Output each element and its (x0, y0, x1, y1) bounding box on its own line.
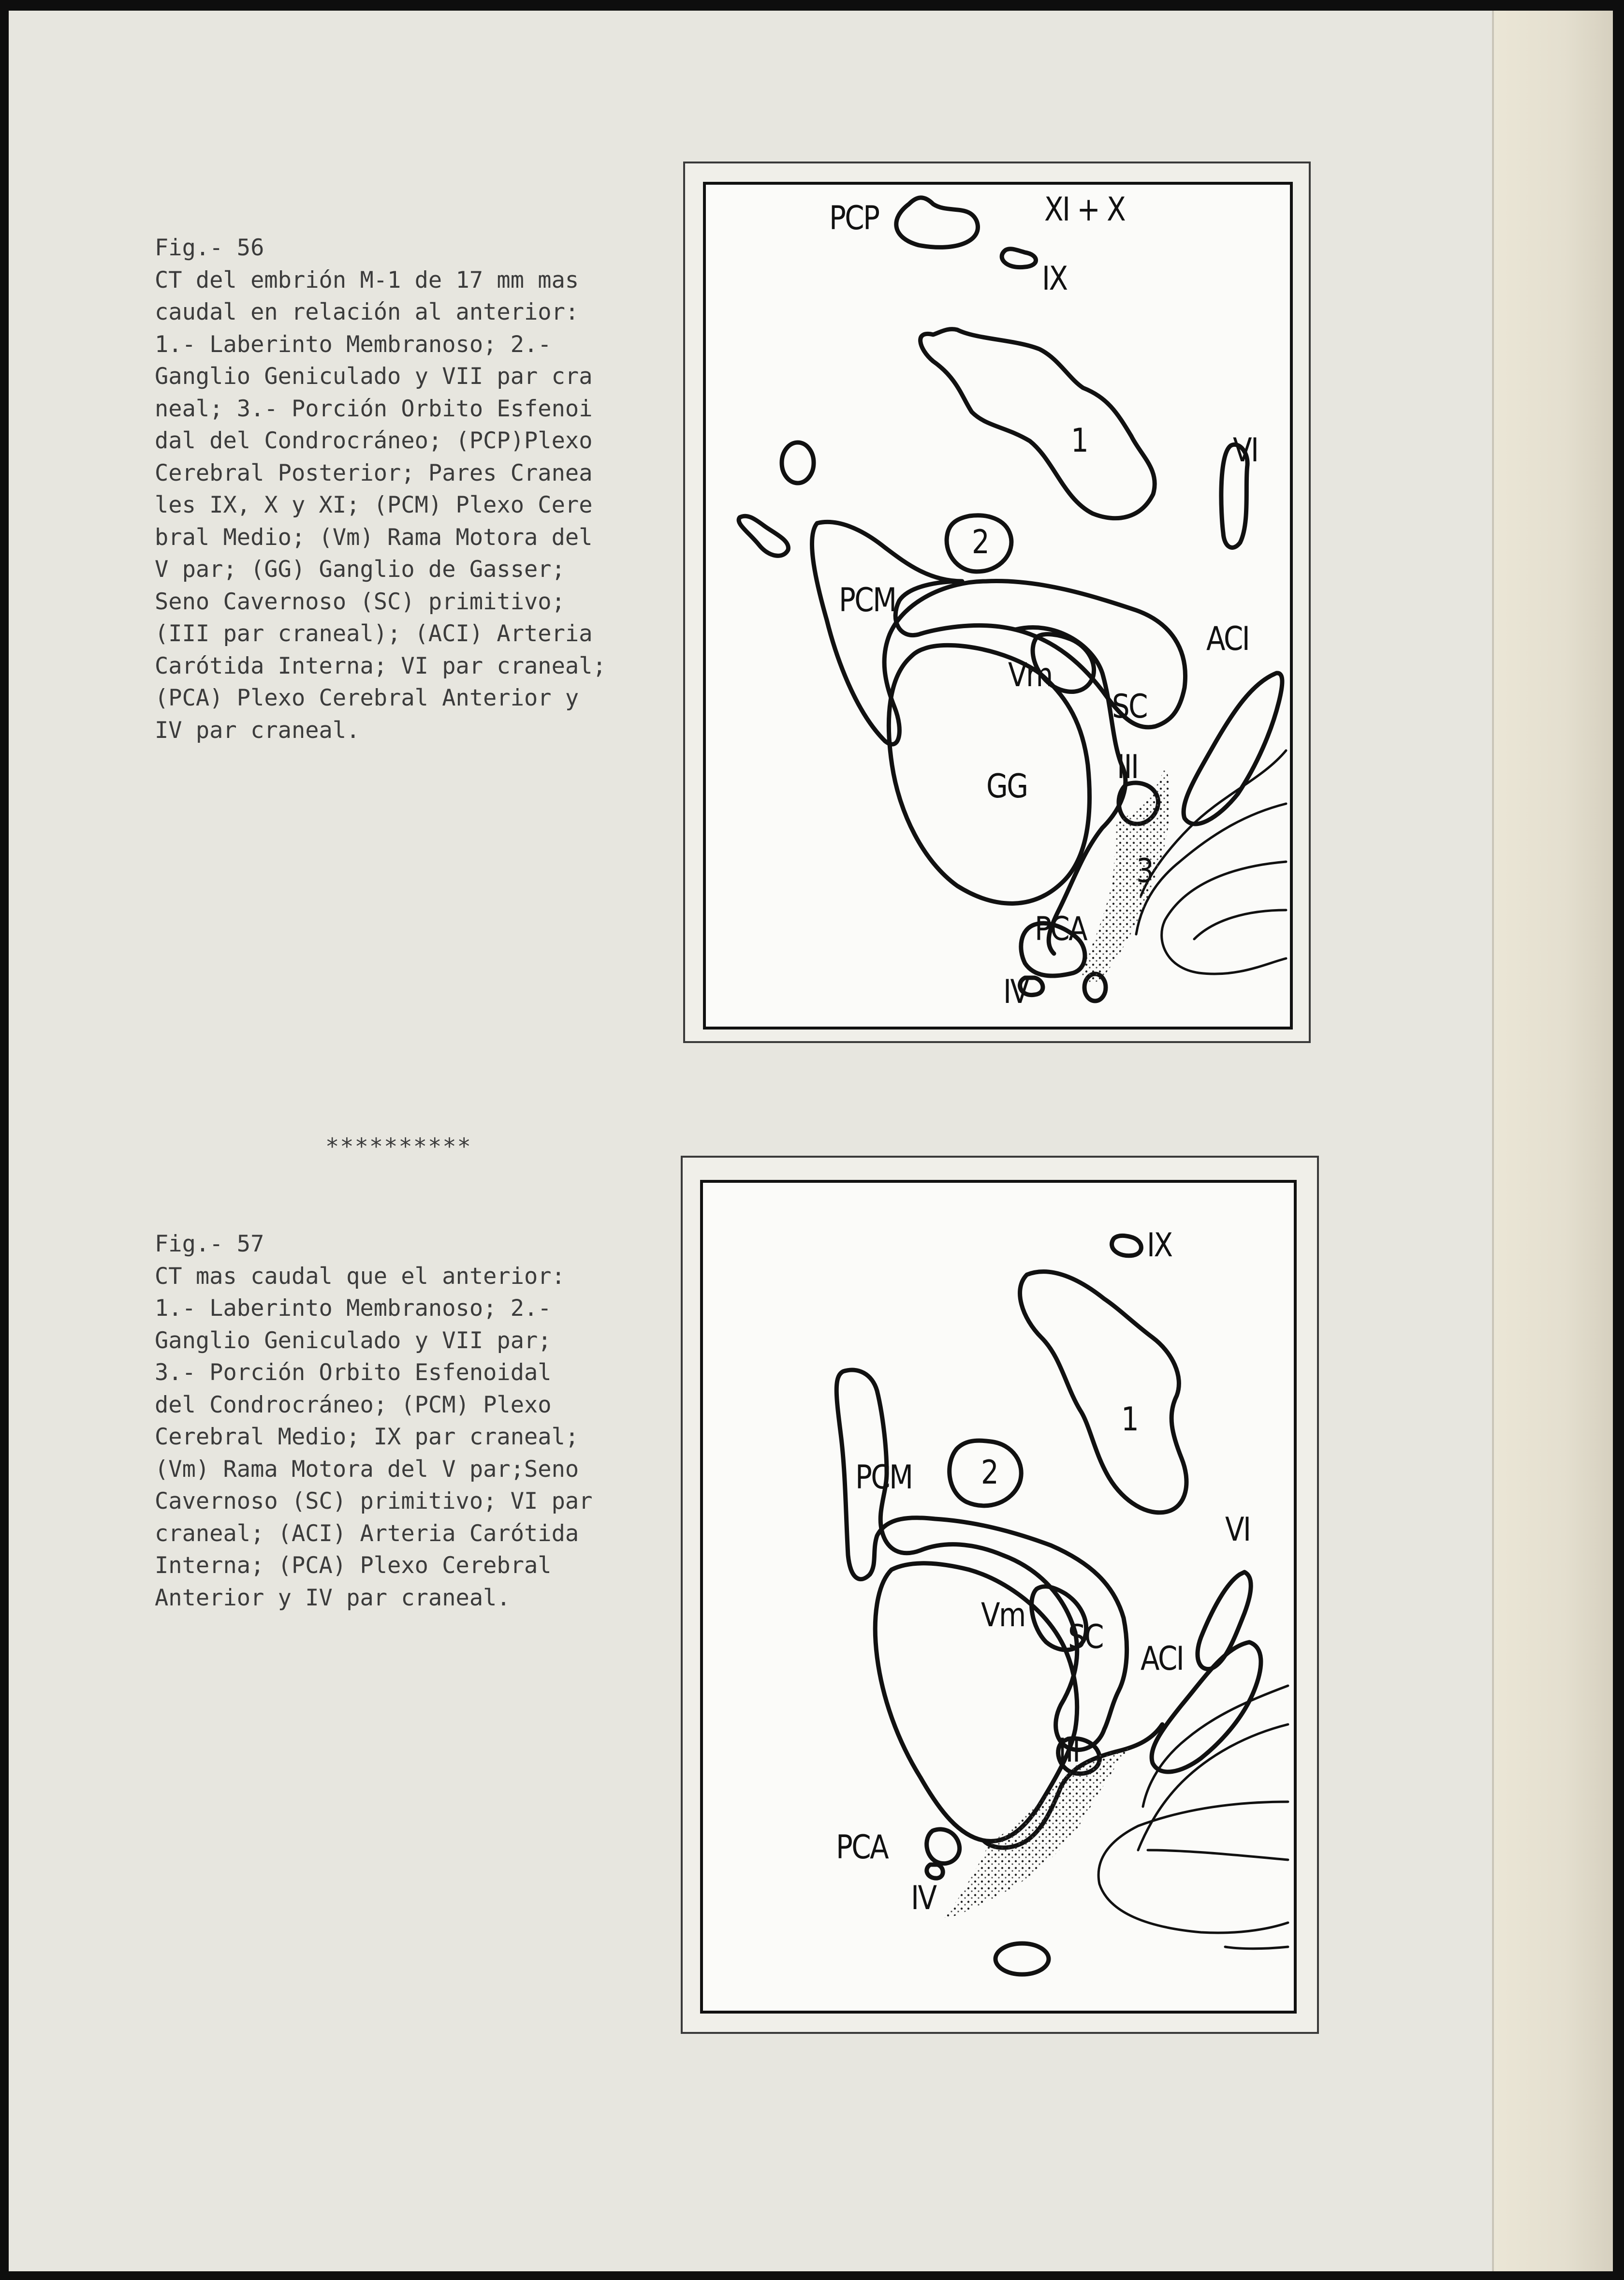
figure-56-diagram (703, 182, 1293, 1030)
label-vm: Vm (1008, 656, 1052, 694)
small-oval-bottom (995, 1943, 1049, 1974)
fragment-left (739, 516, 788, 556)
figure-56-drawing (706, 185, 1290, 1027)
figure-56-caption: Fig.- 56 CT del embrión M-1 de 17 mm mas caudal en relación al anterior: 1.- Laberinto Membranoso; 2.- Ganglio Geniculado y VII par cra neal; 3.- Porción Orbito Esfenoi dal del Condrocráneo; (PCP)Plexo Cerebral Posterior; Pares Cranea les IX, X y XI; (PCM) Plexo Cere bral Medio; (Vm) Rama Motora del V par; (GG) Ganglio de Gasser; Seno Cavernoso (SC) primitivo; (III par craneal); (ACI) Arteria Carótida Interna; VI par craneal; (PCA) Plexo Cerebral Anterior y IV par craneal. (155, 235, 606, 744)
label-ix: IX (1042, 260, 1067, 298)
ix-loop (1002, 249, 1036, 267)
label-iv: IV (911, 1879, 936, 1917)
label-2: 2 (981, 1454, 998, 1492)
label-pcm: PCM (855, 1458, 912, 1497)
label-pcp: PCP (829, 199, 879, 237)
page-edge (1492, 11, 1613, 2271)
label-pca: PCA (836, 1828, 888, 1867)
small-oval-left (782, 442, 814, 483)
label-2: 2 (972, 523, 989, 561)
label-iii: III (1117, 748, 1138, 786)
label-gg: GG (986, 767, 1027, 806)
label-iv: IV (1003, 973, 1028, 1011)
label-3: 3 (1136, 852, 1153, 890)
laberinto-membranoso (1020, 1272, 1186, 1513)
label-iii: III (1058, 1732, 1080, 1770)
label-1: 1 (1121, 1400, 1138, 1439)
label-pca: PCA (1035, 910, 1087, 948)
label-xi-x: XI + X (1044, 191, 1125, 229)
contour-right-3 (1162, 862, 1286, 974)
separator: ********** (325, 1133, 472, 1160)
label-aci: ACI (1141, 1640, 1184, 1678)
arteria-carotida-interna (1184, 673, 1282, 824)
orbito-esfenoidal-stipple (1082, 765, 1170, 983)
label-pcm: PCM (839, 581, 896, 619)
figure-57-diagram (700, 1180, 1297, 2014)
contour-right-3 (1098, 1802, 1288, 1933)
label-1: 1 (1071, 422, 1088, 460)
contour-right-4 (1148, 1850, 1288, 1860)
ix-loop (1112, 1236, 1141, 1255)
contour-right-5 (1225, 1947, 1288, 1949)
label-sc: SC (1112, 688, 1147, 726)
pca-structure (927, 1829, 960, 1864)
label-vi: VI (1225, 1511, 1250, 1549)
pcm-structure (836, 1370, 1127, 1750)
figure-57-caption: Fig.- 57 CT mas caudal que el anterior: 1.- Laberinto Membranoso; 2.- Ganglio Geniculado y VII par; 3.- Porción Orbito Esfenoidal del Condrocráneo; (PCM) Plexo Cerebral Medio; IX par craneal; (Vm) Rama Motora del V par;Seno Cavernoso (SC) primitivo; VI par craneal; (ACI) Arteria Carótida Interna; (PCA) Plexo Cerebral Anterior y IV par craneal. (155, 1231, 593, 1611)
label-ix: IX (1147, 1226, 1172, 1265)
contour-right-2 (1138, 1724, 1288, 1850)
orbito-esfenoidal-stipple (945, 1749, 1128, 1918)
label-vm: Vm (981, 1596, 1025, 1634)
label-aci: ACI (1206, 620, 1249, 658)
iv-nerve (927, 1865, 943, 1878)
contour-right-4 (1194, 910, 1286, 939)
pcp-structure (896, 198, 978, 248)
document-page (9, 11, 1613, 2271)
page-fold (1492, 11, 1494, 2271)
laberinto-membranoso (921, 329, 1155, 518)
label-sc: SC (1068, 1618, 1103, 1656)
label-vi: VI (1233, 431, 1258, 470)
